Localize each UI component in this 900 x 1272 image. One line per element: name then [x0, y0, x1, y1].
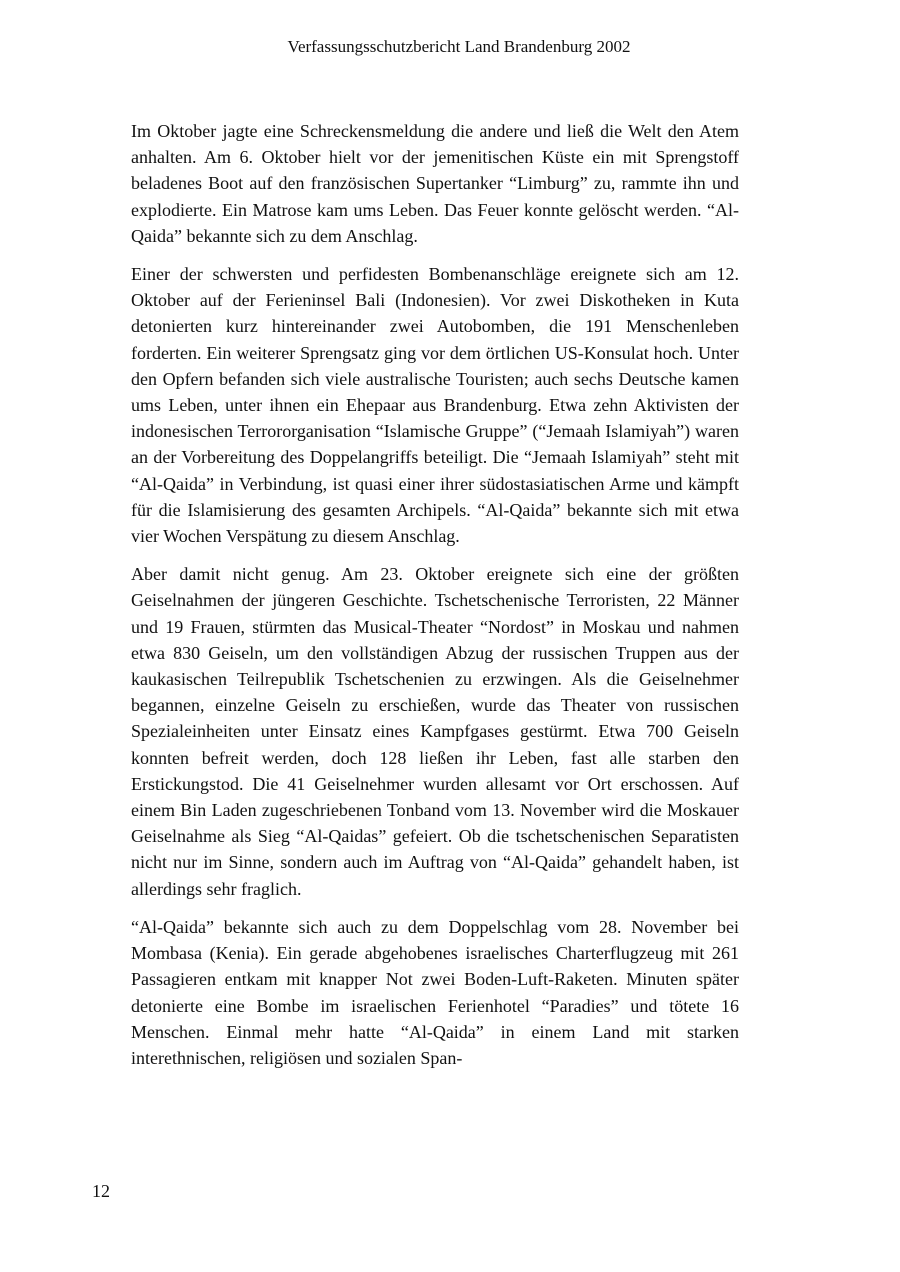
- page-number: 12: [92, 1181, 110, 1201]
- paragraph-bali-bombing: Einer der schwersten und perfidesten Bombenanschläge ereignete sich am 12. Oktober auf der Ferieninsel Bali (Indonesien). Vor zwei Diskotheken in Kuta detonierten kurz hintereinander zwei Autobomben, die 191 Menschenleben forderten. Ein weiterer Sprengsatz ging vor dem örtlichen US-Konsulat hoch. Unter den Opfern befanden sich viele australische Touristen; auch sechs Deutsche kamen ums Leben, unter ihnen ein Ehepaar aus Brandenburg. Etwa zehn Aktivisten der indonesischen Terrororganisation “Islamische Gruppe” (“Jemaah Islamiyah”) waren an der Vorbereitung des Doppelangriffs beteiligt. Die “Jemaah Islamiyah” steht mit “Al-Qaida” in Verbindung, ist quasi einer ihrer südostasiatischen Arme und kämpft für die Islamisierung des gesamten Archipels. “Al-Qaida” bekannte sich mit etwa vier Wochen Verspätung zu diesem Anschlag.: [131, 264, 739, 547]
- running-header: Verfassungsschutzbericht Land Brandenburg 2002: [287, 37, 631, 56]
- paragraph-moscow-hostage: Aber damit nicht genug. Am 23. Oktober ereignete sich eine der größten Geiselnahmen der jüngeren Geschichte. Tschetschenische Terroristen, 22 Männer und 19 Frauen, stürmten das Musical-Theater “Nordost” in Moskau und nahmen etwa 830 Geiseln, um den vollständigen Abzug der russischen Truppen aus der kaukasischen Teilrepublik Tschetschenien zu erzwingen. Als die Geiselnehmer begannen, einzelne Geiseln zu erschießen, wurde das Theater von russischen Spezialeinheiten unter Einsatz eines Kampfgases gestürmt. Etwa 700 Geiseln konnten befreit werden, doch 128 ließen ihr Leben, fast alle starben den Erstickungstod. Die 41 Geiselnehmer wurden allesamt vor Ort erschossen. Auf einem Bin Laden zugeschriebenen Tonband vom 13. November wird die Moskauer Geiselnahme als Sieg “Al-Qaidas” gefeiert. Ob die tschetschenischen Separatisten nicht nur im Sinne, sondern auch im Auftrag von “Al-Qaida” gehandelt haben, ist allerdings sehr fraglich.: [131, 564, 739, 899]
- body-text: [131, 118, 739, 1083]
- paragraph-tanker-limburg: Im Oktober jagte eine Schreckensmeldung die andere und ließ die Welt den Atem anhalten. Am 6. Oktober hielt vor der jemenitischen Küste ein mit Sprengstoff beladenes Boot auf den französischen Supertanker “Limburg” zu, rammte ihn und explodierte. Ein Matrose kam ums Leben. Das Feuer konnte gelöscht werden. “Al-Qaida” bekannte sich zu dem Anschlag.: [131, 121, 739, 246]
- paragraph-mombasa-attack: “Al-Qaida” bekannte sich auch zu dem Doppelschlag vom 28. November bei Mombasa (Kenia). Ein gerade abgehobenes israelisches Charterflugzeug mit 261 Passagieren entkam mit knapper Not zwei Boden-Luft-Raketen. Minuten später detonierte eine Bombe im israelischen Ferienhotel “Paradies” und tötete 16 Menschen. Einmal mehr hatte “Al-Qaida” in einem Land mit starken interethnischen, religiösen und sozialen Span-: [131, 916, 739, 1068]
